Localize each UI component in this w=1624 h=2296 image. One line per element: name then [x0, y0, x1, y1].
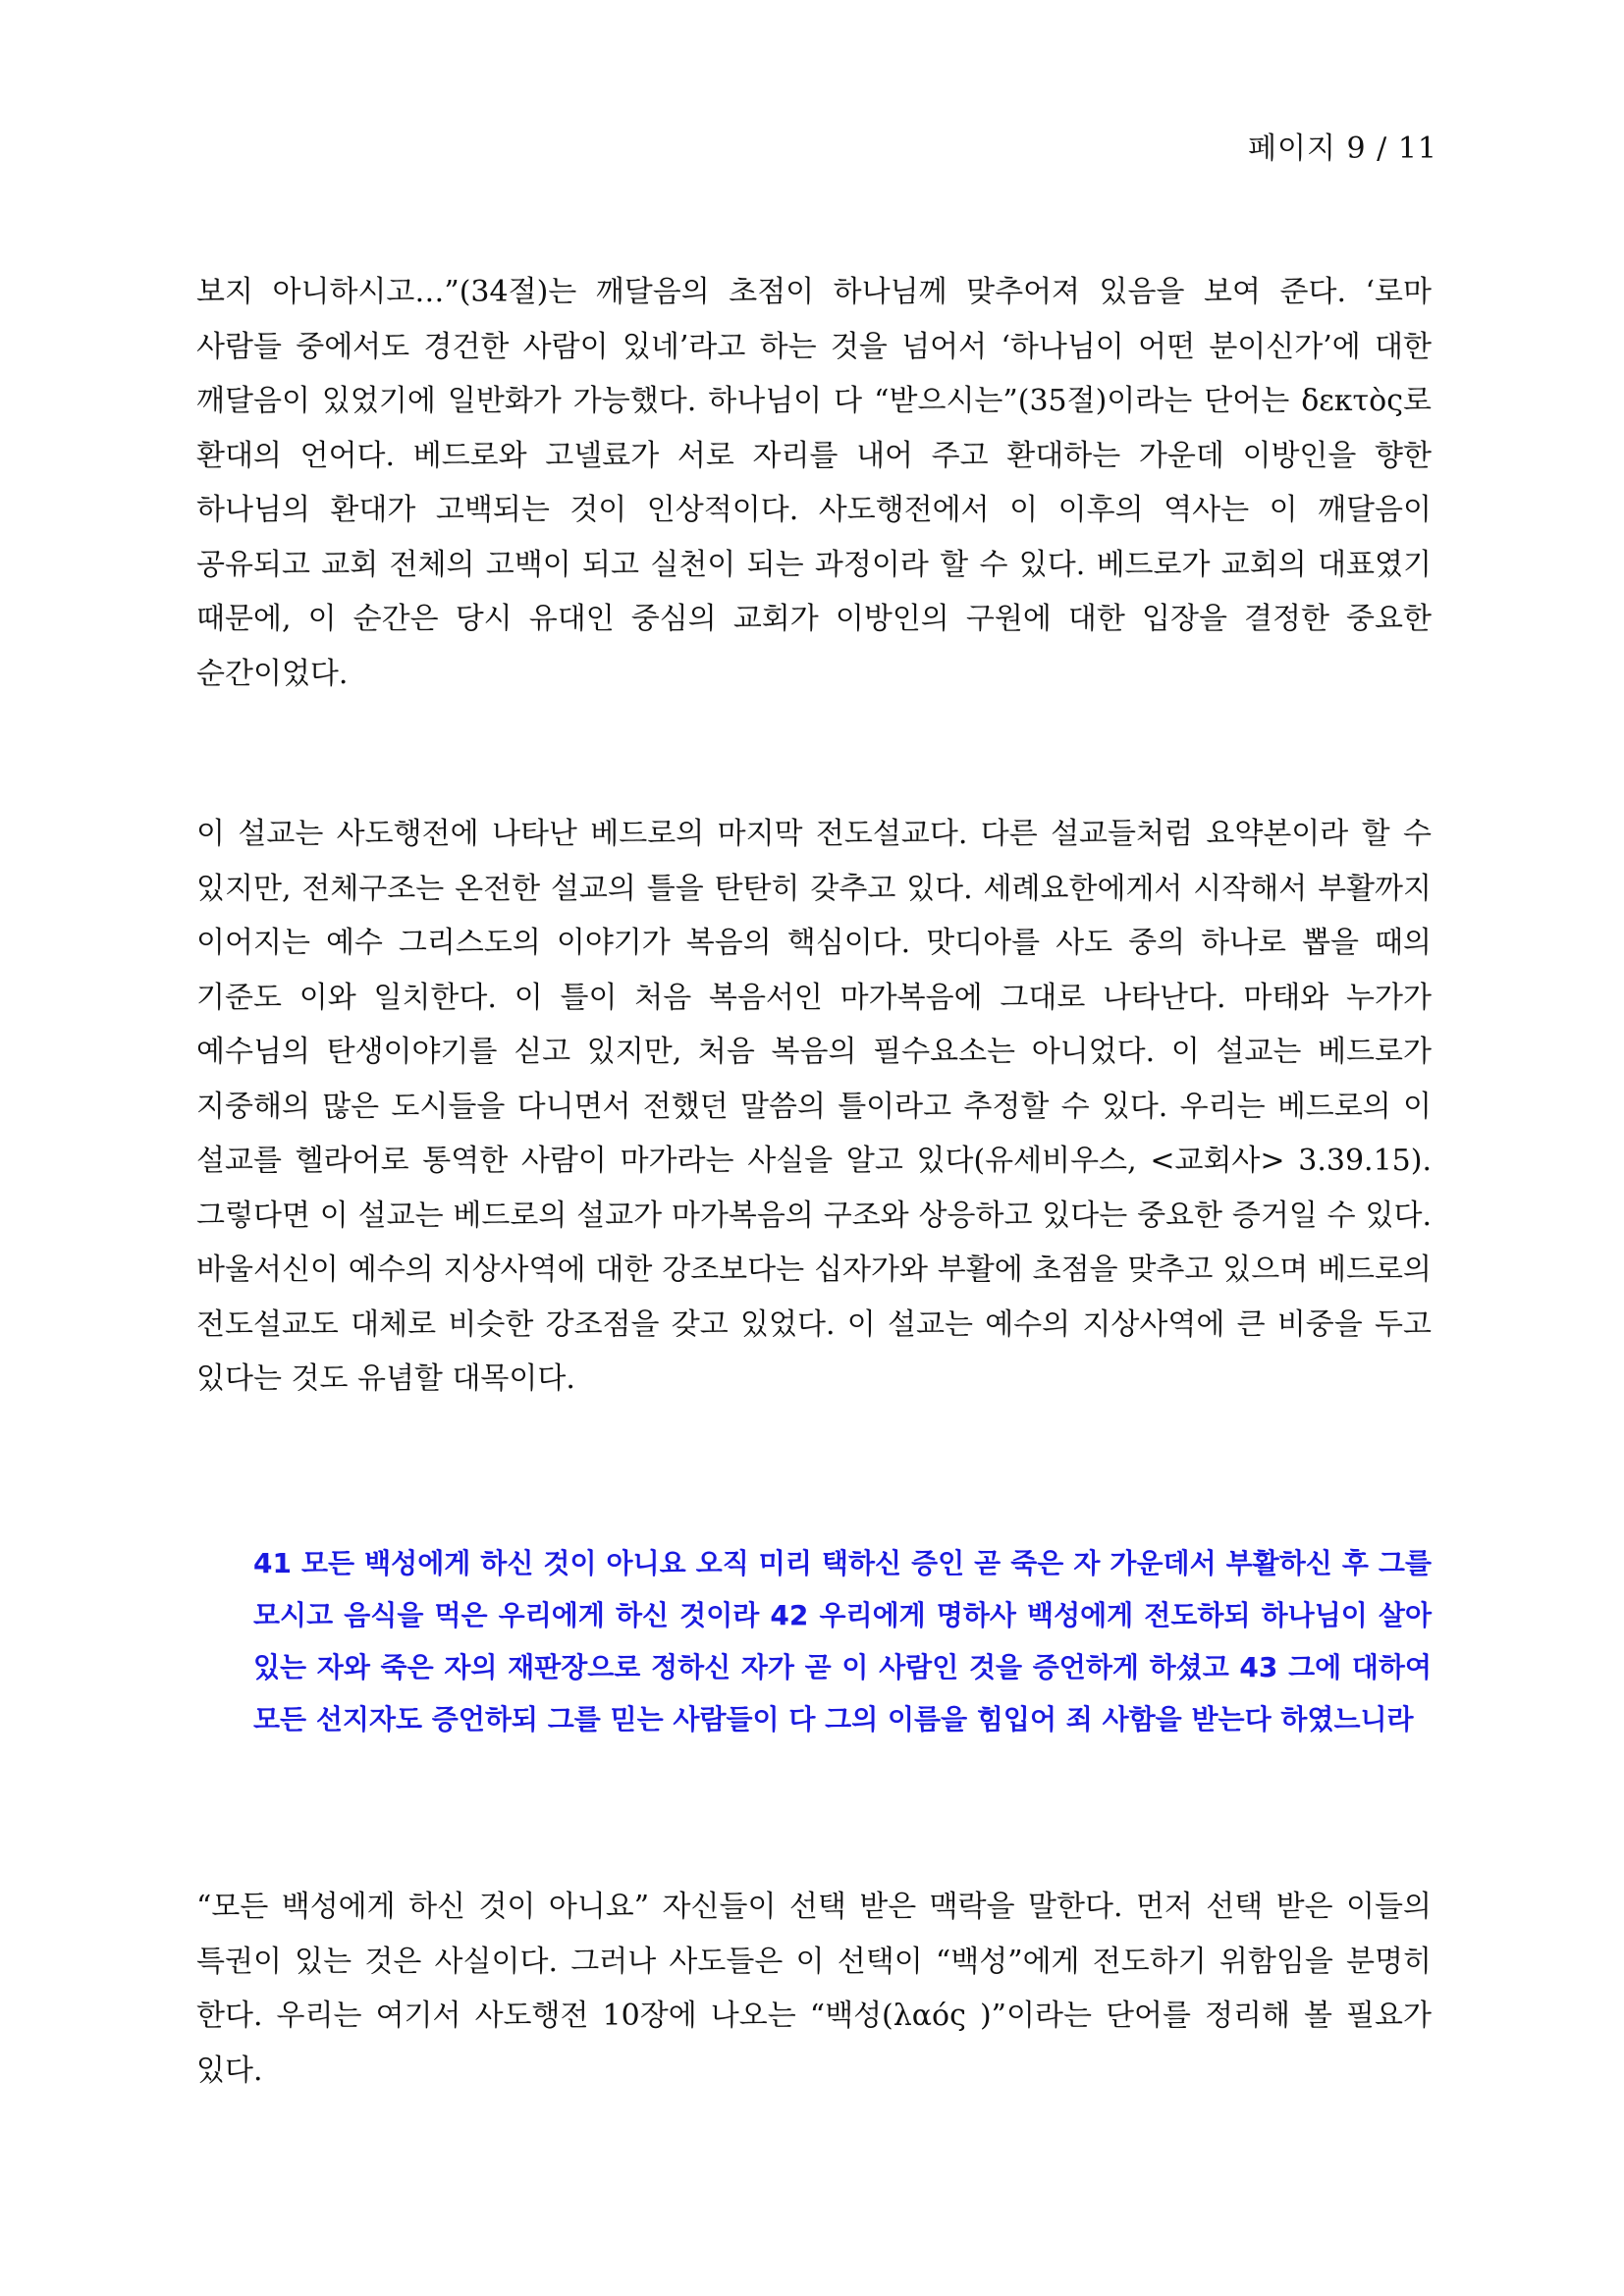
body-paragraph: “모든 백성에게 하신 것이 아니요” 자신들이 선택 받은 맥락을 말한다. 먼저 선택 받은 이들의 특권이 있는 것은 사실이다. 그러나 사도들은 이 선택이 “백성”에게 전도하기 위함임을 분명히 한다. 우리는 여기서 사도행전 10장에 나오는 “백성(λαός )”이라는 단어를 정리해 볼 필요가 있다.: [196, 1890, 1432, 2088]
page-number: 페이지 9 / 11: [1248, 132, 1437, 166]
body-paragraph: 보지 아니하시고…”(34절)는 깨달음의 초점이 하나님께 맞추어져 있음을 보여 준다. ‘로마 사람들 중에서도 경건한 사람이 있네’라고 하는 것을 넘어서 ‘하나님이 어떤 분이신가’에 대한 깨달음이 있었기에 일반화가 가능했다. 하나님이 다 “받으시는”(35절)이라는 단어는 δεκτὸς로 환대의 언어다. 베드로와 고넬료가 서로 자리를 내어 주고 환대하는 가운데 이방인을 향한 하나님의 환대가 고백되는 것이 인상적이다. 사도행전에서 이 이후의 역사는 이 깨달음이 공유되고 교회 전체의 고백이 되고 실천이 되는 과정이라 할 수 있다. 베드로가 교회의 대표였기 때문에, 이 순간은 당시 유대인 중심의 교회가 이방인의 구원에 대한 입장을 결정한 중요한 순간이었다.: [196, 275, 1432, 691]
scripture-quote: 41 모든 백성에게 하신 것이 아니요 오직 미리 택하신 증인 곧 죽은 자 가운데서 부활하신 후 그를 모시고 음식을 먹은 우리에게 하신 것이라 42 우리에게 명하사 백성에게 전도하되 하나님이 살아 있는 자와 죽은 자의 재판장으로 정하신 자가 곧 이 사람인 것을 증언하게 하셨고 43 그에 대하여 모든 선지자도 증언하되 그를 믿는 사람들이 다 그의 이름을 힘입어 죄 사함을 받는다 하였느니라: [253, 1547, 1432, 1735]
body-paragraph: 이 설교는 사도행전에 나타난 베드로의 마지막 전도설교다. 다른 설교들처럼 요약본이라 할 수 있지만, 전체구조는 온전한 설교의 틀을 탄탄히 갖추고 있다. 세례요한에게서 시작해서 부활까지 이어지는 예수 그리스도의 이야기가 복음의 핵심이다. 맛디아를 사도 중의 하나로 뽑을 때의 기준도 이와 일치한다. 이 틀이 처음 복음서인 마가복음에 그대로 나타난다. 마태와 누가가 예수님의 탄생이야기를 싣고 있지만, 처음 복음의 필수요소는 아니었다. 이 설교는 베드로가 지중해의 많은 도시들을 다니면서 전했던 말씀의 틀이라고 추정할 수 있다. 우리는 베드로의 이 설교를 헬라어로 통역한 사람이 마가라는 사실을 알고 있다(유세비우스, <교회사> 3.39.15). 그렇다면 이 설교는 베드로의 설교가 마가복음의 구조와 상응하고 있다는 중요한 증거일 수 있다. 바울서신이 예수의 지상사역에 대한 강조보다는 십자가와 부활에 초점을 맞추고 있으며 베드로의 전도설교도 대체로 비슷한 강조점을 갖고 있었다. 이 설교는 예수의 지상사역에 큰 비중을 두고 있다는 것도 유념할 대목이다.: [196, 817, 1432, 1396]
